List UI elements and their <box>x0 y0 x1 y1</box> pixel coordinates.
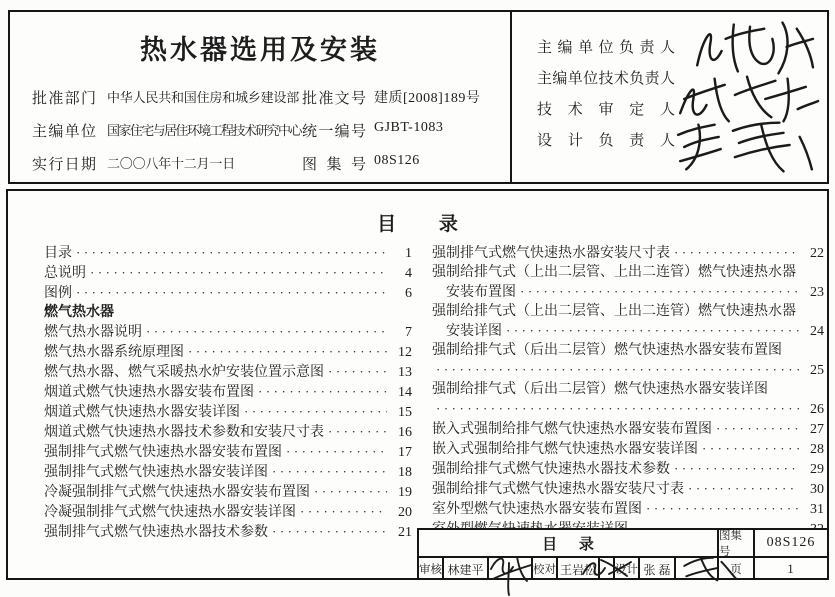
toc-dot-leader <box>520 282 799 301</box>
toc-dot-leader <box>674 243 799 262</box>
toc-entry-title: 燃气热水器系统原理图 <box>44 345 184 360</box>
proofreader-name: 王岩松 <box>558 558 600 580</box>
toc-entry <box>44 482 412 502</box>
toc-sheet <box>6 189 829 580</box>
design-chief-label: 设计负责人 <box>537 133 675 149</box>
toc-entry <box>432 380 824 419</box>
atlas-no-value: 08S126 <box>374 153 420 168</box>
toc-page-number: 27 <box>810 422 824 437</box>
toc-entry-title: 室外型燃气快速热水器安装布置图 <box>432 502 642 517</box>
toc-entry-title: 总说明 <box>44 266 86 281</box>
toc-entry <box>432 439 824 459</box>
toc-page-number: 13 <box>398 365 412 380</box>
toc-entry-title: 冷凝强制排气式燃气快速热水器安装布置图 <box>44 485 310 500</box>
approval-dept-label: 批准部门 <box>32 91 96 107</box>
toc-heading: 目 录 <box>377 214 458 235</box>
sheet-title: 目 录 <box>542 536 594 553</box>
chief-editor-label: 主编单位 <box>32 124 96 140</box>
toc-entry-title: 燃气热水器、燃气采暖热水炉安装位置示意图 <box>44 365 324 380</box>
toc-entry <box>44 263 412 283</box>
toc-dot-leader <box>646 499 799 518</box>
toc-dot-leader <box>314 482 387 501</box>
toc-page-number: 31 <box>810 502 824 517</box>
toc-entry <box>44 442 412 462</box>
toc-section-heading <box>44 303 412 322</box>
official-row <box>537 67 687 98</box>
chief-official-label: 主编单位负责人 <box>537 40 675 56</box>
toc-entry-title: 强制给排气式（后出二层管）燃气快速热水器安装详图 <box>432 382 768 397</box>
proofreader-label: 校对 <box>533 558 558 580</box>
toc-entry-title: 安装详图 <box>446 324 502 339</box>
toc-dot-leader <box>76 243 387 262</box>
toc-entry-title: 强制给排气式燃气快速热水器技术参数 <box>432 462 670 477</box>
designer-signature-icon <box>676 549 742 585</box>
official-row <box>537 36 687 67</box>
toc-entry <box>44 462 412 482</box>
toc-column-left <box>44 243 412 542</box>
toc-entry <box>432 243 824 263</box>
toc-dot-leader <box>702 439 799 458</box>
toc-entry <box>44 283 412 303</box>
info-row-editor <box>10 120 510 138</box>
atlas-no-cell-label: 图集号 <box>717 530 755 556</box>
toc-dot-leader <box>674 459 799 478</box>
toc-entry-title: 烟道式燃气快速热水器安装详图 <box>44 405 240 420</box>
page-cell-value: 1 <box>787 561 795 576</box>
toc-entry-title: 目录 <box>44 246 72 261</box>
toc-entry-title: 强制排气式燃气快速热水器安装详图 <box>44 465 268 480</box>
toc-dot-leader <box>272 522 387 541</box>
title-block-divider <box>510 12 512 182</box>
info-row-approval <box>10 87 510 105</box>
toc-dot-leader <box>272 462 387 481</box>
toc-entry-title: 强制给排气式（上出二层管、上出二连管）燃气快速热水器 <box>432 265 796 280</box>
toc-page-number: 17 <box>398 445 412 460</box>
toc-dot-leader <box>716 419 799 438</box>
tech-approver-label: 技术审定人 <box>537 102 675 118</box>
toc-dot-leader <box>688 479 799 498</box>
toc-dot-leader <box>328 362 387 381</box>
toc-page-number: 25 <box>810 363 824 378</box>
approval-dept-value: 中华人民共和国住房和城乡建设部 <box>107 90 300 105</box>
toc-entry <box>432 499 824 519</box>
toc-dot-leader <box>76 283 387 302</box>
toc-dot-leader <box>90 263 387 282</box>
tech-chief-label: 主编单位技术负责人 <box>537 71 675 87</box>
toc-page-number: 16 <box>398 425 412 440</box>
toc-page-number: 26 <box>810 402 824 417</box>
design-chief-signature-icon <box>666 114 823 178</box>
reviewer-label: 审核 <box>419 558 444 580</box>
toc-entry <box>432 341 824 380</box>
officials-list <box>537 36 687 160</box>
toc-entry-title: 嵌入式强制给排气燃气快速热水器安装详图 <box>432 442 698 457</box>
toc-page-number: 12 <box>398 345 412 360</box>
toc-page-number: 20 <box>398 505 412 520</box>
toc-entry-title: 冷凝强制排气式燃气快速热水器安装详图 <box>44 505 296 520</box>
approval-doc-value: 建质[2008]189号 <box>374 91 481 106</box>
toc-entry-title: 强制给排气式（后出二层管）燃气快速热水器安装布置图 <box>432 343 782 358</box>
proofreader-signature-icon <box>574 552 636 582</box>
atlas-title: 热水器选用及安装 <box>140 35 380 66</box>
atlas-no-label: 图集号 <box>302 157 366 173</box>
effective-date-value: 二〇〇八年十二月一日 <box>107 156 236 171</box>
toc-entry <box>432 302 824 341</box>
toc-page-number: 29 <box>810 462 824 477</box>
toc-page-number: 1 <box>405 246 412 261</box>
chief-editor-value: 国家住宅与居住环境工程技术研究中心 <box>107 123 301 138</box>
toc-dot-leader <box>286 442 387 461</box>
toc-dot-leader <box>506 321 799 340</box>
toc-entry <box>44 522 412 542</box>
toc-dot-leader <box>436 360 799 379</box>
official-row <box>537 129 687 160</box>
toc-page-number: 30 <box>810 482 824 497</box>
toc-entry-title: 烟道式燃气快速热水器技术参数和安装尺寸表 <box>44 425 324 440</box>
toc-dot-leader <box>328 422 387 441</box>
toc-entry-title: 强制排气式燃气快速热水器技术参数 <box>44 525 268 540</box>
toc-entry <box>432 479 824 499</box>
toc-entry-title: 燃气热水器 <box>44 305 114 320</box>
toc-entry <box>432 263 824 302</box>
toc-entry-title: 强制排气式燃气快速热水器安装尺寸表 <box>432 246 670 261</box>
toc-entry <box>44 502 412 522</box>
toc-entry <box>44 342 412 362</box>
toc-dot-leader <box>188 342 387 361</box>
reviewer-name: 林建平 <box>444 558 489 580</box>
toc-page-number: 4 <box>405 266 412 281</box>
toc-page-number: 24 <box>810 324 824 339</box>
unified-no-value: GJBT-1083 <box>374 120 444 135</box>
toc-page-number: 18 <box>398 465 412 480</box>
toc-entry <box>44 402 412 422</box>
unified-no-label: 统一编号 <box>302 124 366 140</box>
toc-entry-title: 强制给排气式（上出二层管、上出二连管）燃气快速热水器 <box>432 304 796 319</box>
toc-page-number: 22 <box>810 246 824 261</box>
toc-entry <box>44 422 412 442</box>
toc-dot-leader <box>258 382 387 401</box>
toc-entry-title: 燃气热水器说明 <box>44 325 142 340</box>
toc-page-number: 14 <box>398 385 412 400</box>
toc-column-right <box>432 243 824 539</box>
toc-dot-leader <box>300 502 387 521</box>
toc-entry <box>44 362 412 382</box>
signature-strip <box>419 558 717 580</box>
toc-dot-leader <box>436 399 799 418</box>
info-row-date <box>10 153 510 171</box>
approval-doc-label: 批准文号 <box>302 91 366 107</box>
designer-name: 张 磊 <box>640 558 676 580</box>
toc-page-number: 15 <box>398 405 412 420</box>
toc-entry <box>44 322 412 342</box>
toc-dot-leader <box>146 322 387 341</box>
toc-dot-leader <box>244 402 387 421</box>
toc-entry <box>432 459 824 479</box>
toc-entry <box>44 382 412 402</box>
toc-page-number: 19 <box>398 485 412 500</box>
toc-entry <box>44 243 412 263</box>
toc-page-number: 23 <box>810 285 824 300</box>
atlas-no-cell-value: 08S126 <box>766 535 816 550</box>
toc-entry-title: 烟道式燃气快速热水器安装布置图 <box>44 385 254 400</box>
toc-entry-title: 图例 <box>44 286 72 301</box>
toc-page-number: 7 <box>405 325 412 340</box>
official-row <box>537 98 687 129</box>
toc-entry-title: 强制给排气式燃气快速热水器安装尺寸表 <box>432 482 684 497</box>
toc-entry <box>432 419 824 439</box>
toc-entry-title: 强制排气式燃气快速热水器安装布置图 <box>44 445 282 460</box>
effective-date-label: 实行日期 <box>32 157 96 173</box>
page-cell-label: 页 <box>717 558 755 580</box>
toc-page-number: 21 <box>398 525 412 540</box>
toc-entry-title: 安装布置图 <box>446 285 516 300</box>
toc-page-number: 28 <box>810 442 824 457</box>
designer-label: 设计 <box>615 558 640 580</box>
toc-page-number: 6 <box>405 286 412 301</box>
toc-entry-title: 嵌入式强制给排气燃气快速热水器安装布置图 <box>432 422 712 437</box>
